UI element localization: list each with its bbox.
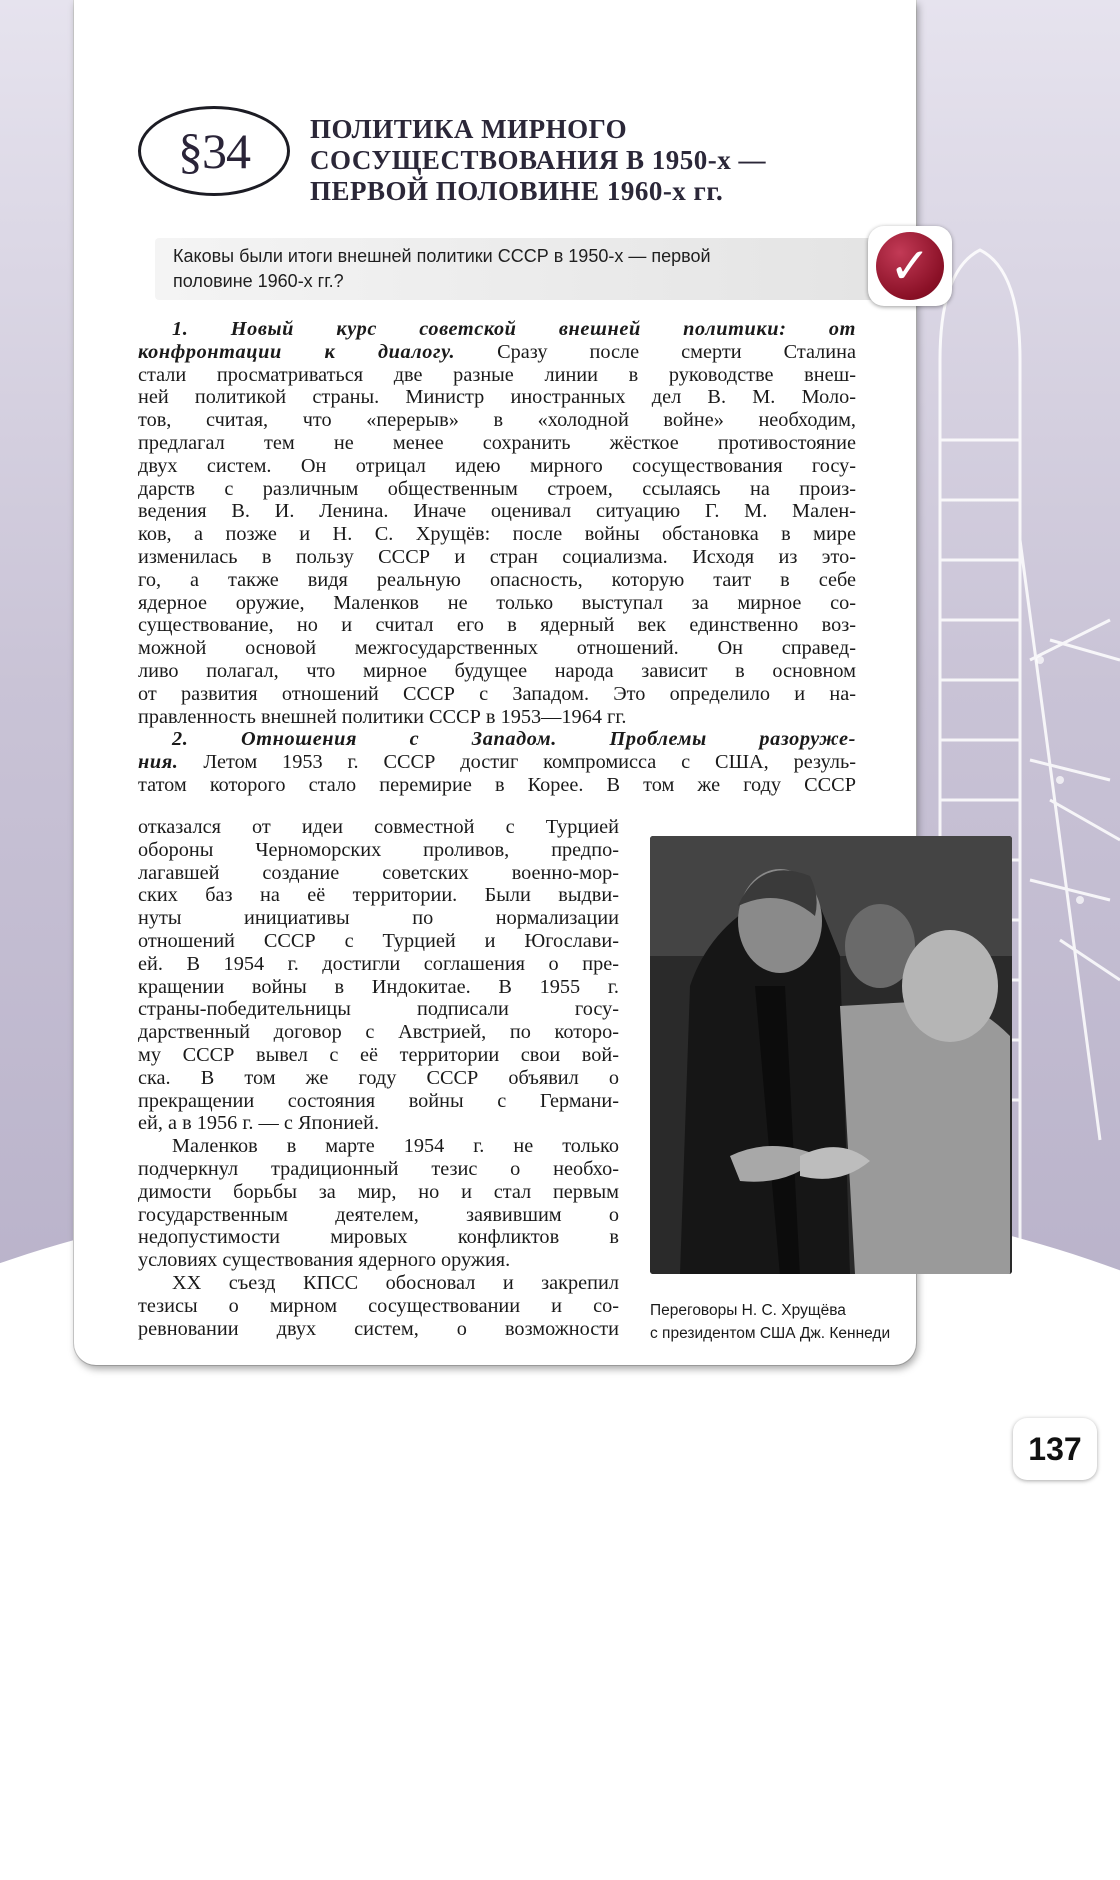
- section-number-badge: [138, 106, 290, 196]
- text-line: [138, 341, 856, 364]
- text-line: изменилась в пользу СССР и стран социализма. Исходя из это-: [138, 545, 856, 568]
- text-line: ков, а позже и Н. С. Хрущёв: после войны обстановка в мире: [138, 523, 856, 546]
- review-question: [173, 244, 863, 294]
- text-line: димости борьбы за мир, но и стал первым: [138, 1180, 619, 1203]
- title-line: СОСУЩЕСТВОВАНИЯ В 1950-х —: [310, 145, 767, 175]
- main-text-left-column: [138, 816, 619, 1340]
- text-line: обороны Черноморских проливов, предпо-: [138, 838, 619, 861]
- page-number: 137: [1028, 1430, 1082, 1467]
- title-line: ПЕРВОЙ ПОЛОВИНЕ 1960-х гг.: [310, 176, 724, 206]
- text-line: XX съезд КПСС обосновал и закрепил: [172, 1271, 619, 1294]
- text-line: прекращении состояния войны с Германи-: [138, 1089, 619, 1112]
- text-line: можной основой межгосударственных отношений. Он справед-: [138, 637, 856, 660]
- subsection-heading-2: 2. Отношения с Западом. Проблемы разоруже-: [172, 728, 856, 751]
- page-number-badge: [1013, 1418, 1097, 1480]
- checkmark-icon: ✓: [876, 232, 944, 300]
- section-title: [310, 114, 870, 207]
- text-line: недопустимости мировых конфликтов в: [138, 1226, 619, 1249]
- text-line: дарственный договор с Австрией, по которо-: [138, 1021, 619, 1044]
- text-line: ских баз на её территории. Были выдви-: [138, 884, 619, 907]
- text-line: подчеркнул традиционный тезис о необхо-: [138, 1157, 619, 1180]
- text-line: существование, но и считал его в ядерный век единственно воз-: [138, 614, 856, 637]
- text-line: от развития отношений СССР с Западом. Это определило и на-: [138, 682, 856, 705]
- text-line: татом которого стало перемирие в Корее. В том же году СССР: [138, 773, 856, 796]
- text-line: ей, а в 1956 г. — с Японией.: [138, 1112, 380, 1135]
- text-line: Маленков в марте 1954 г. не только: [172, 1135, 619, 1158]
- text-line: предлагал тем не менее сохранить жёсткое противостояние: [138, 431, 856, 454]
- text-line: ливо полагал, что мирное будущее народа зависит в основном: [138, 659, 856, 682]
- text-line: стали просматриваться две разные линии в руководстве внеш-: [138, 363, 856, 386]
- text-line: го, а также видя реальную опасность, которую таит в себе: [138, 568, 856, 591]
- historical-photo: [650, 836, 1012, 1274]
- text-line: лагавшей создание советских военно-мор-: [138, 861, 619, 884]
- text-line: ревновании двух систем, о возможности: [138, 1317, 619, 1340]
- text-run: Летом 1953 г. СССР достиг компромисса с США, резуль-: [178, 751, 856, 774]
- text-line: ведения В. И. Ленина. Иначе оценивал ситуацию Г. М. Мален-: [138, 500, 856, 523]
- text-line: правленность внешней политики СССР в 1953—1964 гг.: [138, 705, 627, 728]
- photo-illustration: [650, 836, 1012, 1274]
- text-line: [138, 751, 856, 774]
- main-text-full-width: [138, 318, 856, 797]
- text-line: дарств с различным общественным строем, ссылаясь на произ-: [138, 477, 856, 500]
- photo-caption: [650, 1299, 980, 1345]
- text-line: му СССР вывел с её территории свои вой-: [138, 1043, 619, 1066]
- text-line: тов, считая, что «перерыв» в «холодной войне» необходим,: [138, 409, 856, 432]
- title-line: ПОЛИТИКА МИРНОГО: [310, 114, 628, 144]
- checkmark-badge: [868, 226, 952, 306]
- text-line: ней политикой страны. Министр иностранных дел В. М. Моло-: [138, 386, 856, 409]
- text-run: Сразу после смерти Сталина: [455, 340, 856, 363]
- caption-line: Переговоры Н. С. Хрущёва: [650, 1302, 846, 1319]
- subsection-heading-1: 1. Новый курс советской внешней политики: от: [172, 318, 856, 340]
- text-line: страны-победительницы подписали госу-: [138, 998, 619, 1021]
- text-line: отказался от идеи совместной с Турцией: [138, 816, 619, 838]
- text-line: ей. В 1954 г. достигли соглашения о пре-: [138, 952, 619, 975]
- text-line: ска. В том же году СССР объявил о: [138, 1066, 619, 1089]
- text-line: ядерное оружие, Маленков не только выступал за мирное со-: [138, 591, 856, 614]
- question-line: половине 1960-х гг.?: [173, 271, 344, 291]
- text-line: двух систем. Он отрицал идею мирного сосуществования госу-: [138, 454, 856, 477]
- text-line: кращении войны в Индокитае. В 1955 г.: [138, 975, 619, 998]
- subsection-heading-2-cont: ния.: [138, 751, 179, 774]
- text-line: тезисы о мирном сосуществовании и со-: [138, 1294, 619, 1317]
- text-line: условиях существования ядерного оружия.: [138, 1249, 511, 1272]
- text-line: государственным деятелем, заявившим о: [138, 1203, 619, 1226]
- section-number: §34: [178, 123, 250, 179]
- question-line: Каковы были итоги внешней политики СССР в 1950-х — первой: [173, 246, 711, 266]
- text-line: отношений СССР с Турцией и Югослави-: [138, 929, 619, 952]
- text-line: нуты инициативы по нормализации: [138, 907, 619, 930]
- subsection-heading-1-cont: конфронтации к диалогу.: [138, 340, 456, 363]
- caption-line: с президентом США Дж. Кеннеди: [650, 1325, 891, 1342]
